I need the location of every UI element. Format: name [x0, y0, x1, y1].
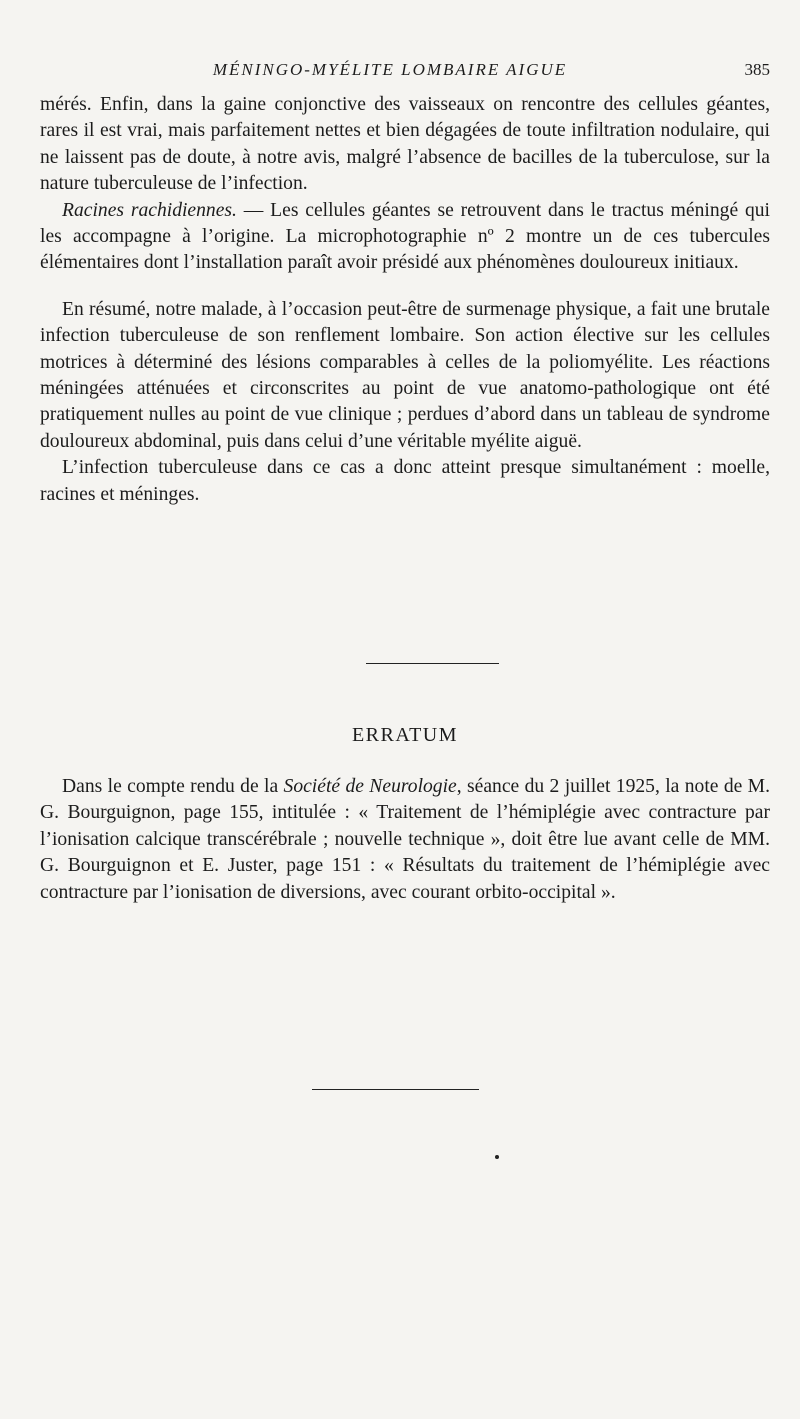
paragraph-racines [40, 198, 770, 277]
page [40, 0, 770, 1419]
article-body [40, 92, 770, 508]
paragraph-conclusion: L’infection tuberculeuse dans ce cas a donc atteint presque simultanément : moelle, racines et méninges. [40, 457, 770, 505]
paragraph-racines-text: — Les cellules géantes se retrouvent dans le tractus méningé qui les accompagne à l’origine. La microphotographie nº 2 montre un de ces tubercules élémentaires dont l’installation paraît avoir présidé aux phénomènes douloureux initiaux. [40, 199, 770, 274]
running-title: MÉNINGO-MYÉLITE LOMBAIRE AIGUE [212, 60, 568, 79]
society-name: Société de Neurologie [283, 776, 457, 797]
running-head [40, 60, 770, 84]
erratum-heading: ERRATUM [351, 724, 459, 746]
run-in-heading: Racines rachidiennes. [62, 199, 237, 221]
erratum-text-rest: , séance du 2 juillet 1925, la note de M. G. Bourguignon, page 155, intitulée : « Traitement de l’hémiplégie avec contracture par l’ionisation calcique transcérébrale ; nouvelle technique », doit être lue avant celle de MM. G. Bourguignon et E. Juster, page 151 : « Résultats du traitement de l’hémiplégie avec contracture par l’ionisation de diversions, avec courant orbito-occipital ». [40, 776, 771, 903]
end-divider [312, 1089, 479, 1090]
section-divider [366, 663, 499, 664]
ink-dot [495, 1155, 499, 1159]
erratum-paragraph [40, 774, 770, 906]
paragraph-resume: En résumé, notre malade, à l’occasion peut-être de surmenage physique, a fait une brutale infection tuberculeuse de son renflement lombaire. Son action élective sur les cellules motrices à déterminé des lésions comparables à celles de la poliomyélite. Les réactions méningées atténuées et circonscrites au point de vue anatomo-pathologique ont été pratiquement nulles au point de vue clinique ; perdues d’abord dans un tableau de syndrome douloureux abdominal, puis dans celui d’une véritable myélite aiguë. [40, 298, 770, 452]
erratum-body [40, 774, 770, 906]
erratum-text-start: Dans le compte rendu de la [62, 776, 284, 797]
paragraph-continuation: mérés. Enfin, dans la gaine conjonctive des vaisseaux on rencontre des cellules géantes, rares il est vrai, mais parfaitement nettes et bien dégagées de toute infiltration nodulaire, qui ne laissent pas de doute, à notre avis, malgré l’absence de bacilles de la tuberculose, sur la nature tuberculeuse de l’infection. [40, 94, 770, 195]
page-number: 385 [744, 60, 770, 79]
